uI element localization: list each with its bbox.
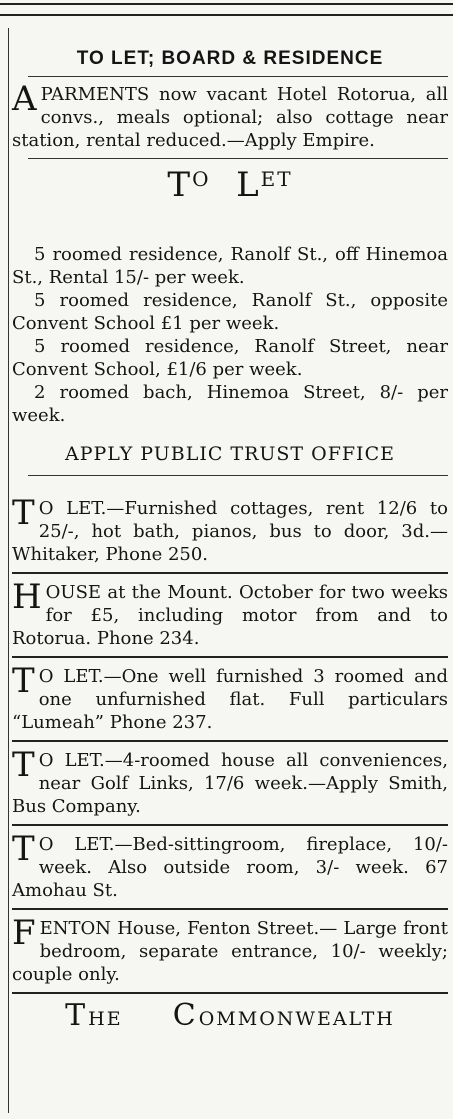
ad-text: O LET.—Furnished cottages, rent 12/6 to 25/-, hot bath, pianos, bus to door, 3d.—Whitaker, Phone 250. xyxy=(12,498,448,565)
title-small: OMMONWEALTH xyxy=(198,1008,395,1030)
title-small: O xyxy=(192,167,211,191)
ad-apartments xyxy=(12,77,448,158)
title-cap: L xyxy=(236,165,261,205)
ad-text: PARMENTS now vacant Hotel Rotorua, all convs., meals optional; also cottage near station, rental reduced.—Apply Empire. xyxy=(12,84,448,151)
top-rule xyxy=(0,3,453,5)
commonwealth-heading xyxy=(12,998,448,1033)
drop-cap: H xyxy=(12,577,42,617)
classifieds-column xyxy=(12,20,448,1033)
ad-item xyxy=(12,658,448,740)
title-small: HE xyxy=(88,1008,123,1030)
to-let-title xyxy=(12,165,448,205)
drop-cap: F xyxy=(12,913,36,953)
column-rule xyxy=(8,28,9,1113)
title-cap: T xyxy=(167,165,193,205)
ad-item xyxy=(12,742,448,824)
list-item: 5 roomed residence, Ranolf St., opposite Convent School £1 per week. xyxy=(12,290,448,334)
ad-text: OUSE at the Mount. October for two weeks for £5, including motor from and to Rotorua. Phone 234. xyxy=(12,582,448,649)
list-item: 5 roomed residence, Ranolf St., off Hinemoa St., Rental 15/- per week. xyxy=(12,244,448,288)
drop-cap: T xyxy=(12,493,35,533)
drop-cap: T xyxy=(12,661,35,701)
ad-text: ENTON House, Fenton Street.— Large front bedroom, separate entrance, 10/- weekly; couple only. xyxy=(12,918,448,985)
list-item: 2 roomed bach, Hinemoa Street, 8/- per week. xyxy=(12,382,448,426)
ad-item xyxy=(12,574,448,656)
drop-cap: T xyxy=(12,829,35,869)
ad-text: O LET.—Bed-sittingroom, fireplace, 10/- week. Also outside room, 3/- week. 67 Amohau St. xyxy=(12,834,448,901)
ad-text: O LET.—4-roomed house all conveniences, near Golf Links, 17/6 week.—Apply Smith, Bus Company. xyxy=(12,750,448,817)
drop-cap: A xyxy=(12,79,37,119)
ad-item xyxy=(12,826,448,908)
ad-item xyxy=(12,910,448,992)
list-item: 5 roomed residence, Ranolf Street, near Convent School, £1/6 per week. xyxy=(12,336,448,380)
ad-item xyxy=(12,490,448,572)
title-cap: T xyxy=(65,998,89,1033)
title-cap: C xyxy=(172,998,199,1033)
section-heading: TO LET; BOARD & RESIDENCE xyxy=(76,48,384,69)
ad-rule xyxy=(28,158,448,159)
top-rule-secondary xyxy=(0,14,453,16)
apply-line: APPLY PUBLIC TRUST OFFICE xyxy=(65,443,395,465)
title-small: ET xyxy=(260,167,293,191)
ad-text: O LET.—One well furnished 3 roomed and one unfurnished flat. Full particulars “Lumeah” Phone 237. xyxy=(12,666,448,733)
drop-cap: T xyxy=(12,745,35,785)
ad-rule xyxy=(12,992,448,994)
